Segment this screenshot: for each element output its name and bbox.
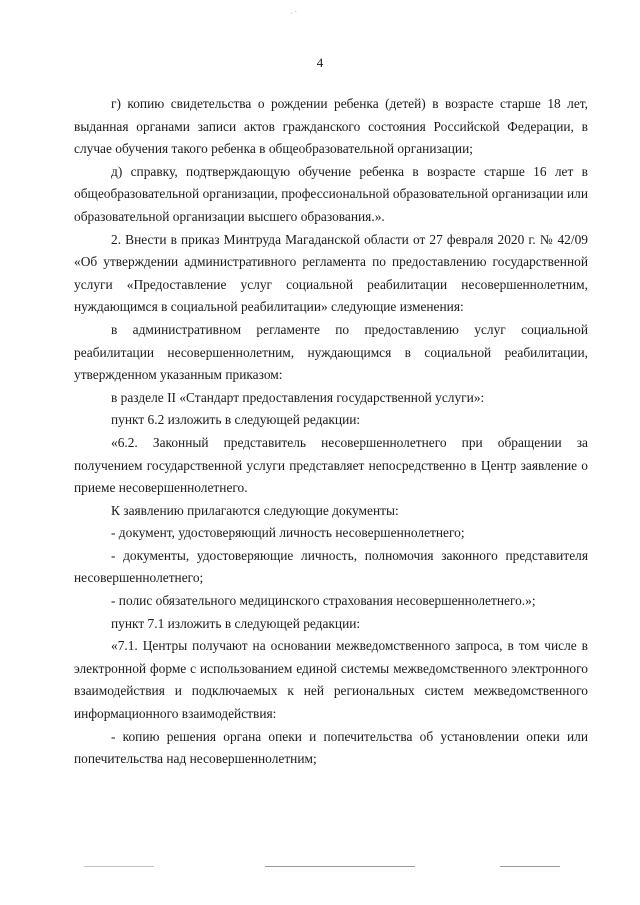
list-item-identity-document: - документ, удостоверяющий личность несовершеннолетнего; <box>111 525 465 541</box>
scan-artifact-mark: · · <box>288 7 299 18</box>
page-number: 4 <box>316 55 324 70</box>
paragraph-admin-regulation: в административном регламенте по предоставлению услуг социальной реабилитации несовершеннолетним, нуждающимся в социальной реабилитации, утвержденном указанным приказом: <box>74 321 588 383</box>
footer-scan-line <box>500 866 560 867</box>
paragraph-point-6-2: «6.2. Законный представитель несовершеннолетнего при обращении за получением государственной услуги представляет непосредственно в Центр заявление о приеме несовершеннолетнего. <box>74 434 588 496</box>
paragraph-point-6-2-intro: пункт 6.2 изложить в следующей редакции: <box>111 412 361 428</box>
list-item-representative-documents: - документы, удостоверяющие личность, полномочия законного представителя несовершеннолетнего; <box>74 547 588 586</box>
paragraph-documents-intro: К заявлению прилагаются следующие документы: <box>111 502 399 518</box>
paragraph-section-ii: в разделе II «Стандарт предоставления государственной услуги»: <box>111 389 485 405</box>
list-item-guardianship-decision: - копию решения органа опеки и попечительства об установлении опеки или попечительства над несовершеннолетним; <box>74 728 588 767</box>
paragraph-item-g: г) копию свидетельства о рождении ребенка (детей) в возрасте старше 18 лет, выданная органами записи актов гражданского состояния Российской Федерации, в случае обучения такого ребенка в общеобразовательной организации; <box>74 96 588 157</box>
paragraph-section-2: 2. Внести в приказ Минтруда Магаданской области от 27 февраля 2020 г. № 42/09 «Об утверждении административного регламента по предоставлению государственной услуги «Предоставление услуг социальной реабилитации несовершеннолетним, нуждающимся в социальной реабилитации» следующие изменения: <box>74 231 588 315</box>
footer-scan-line <box>265 866 415 867</box>
paragraph-point-7-1-intro: пункт 7.1 изложить в следующей редакции: <box>111 615 361 631</box>
list-item-insurance-policy: - полис обязательного медицинского страхования несовершеннолетнего.»; <box>111 593 536 609</box>
footer-scan-line <box>84 866 154 867</box>
paragraph-point-7-1: «7.1. Центры получают на основании межведомственного запроса, в том числе в электронной форме с использованием единой системы межведомственного электронного взаимодействия и подключаемых к ней региональных систем межведомственного информационного взаимодействия: <box>74 638 588 722</box>
document-body <box>74 93 588 771</box>
paragraph-item-d: д) справку, подтверждающую обучение ребенка в возрасте старше 16 лет в общеобразовательной организации, профессиональной образовательной организации или образовательной организации высшего образования.». <box>74 163 588 224</box>
